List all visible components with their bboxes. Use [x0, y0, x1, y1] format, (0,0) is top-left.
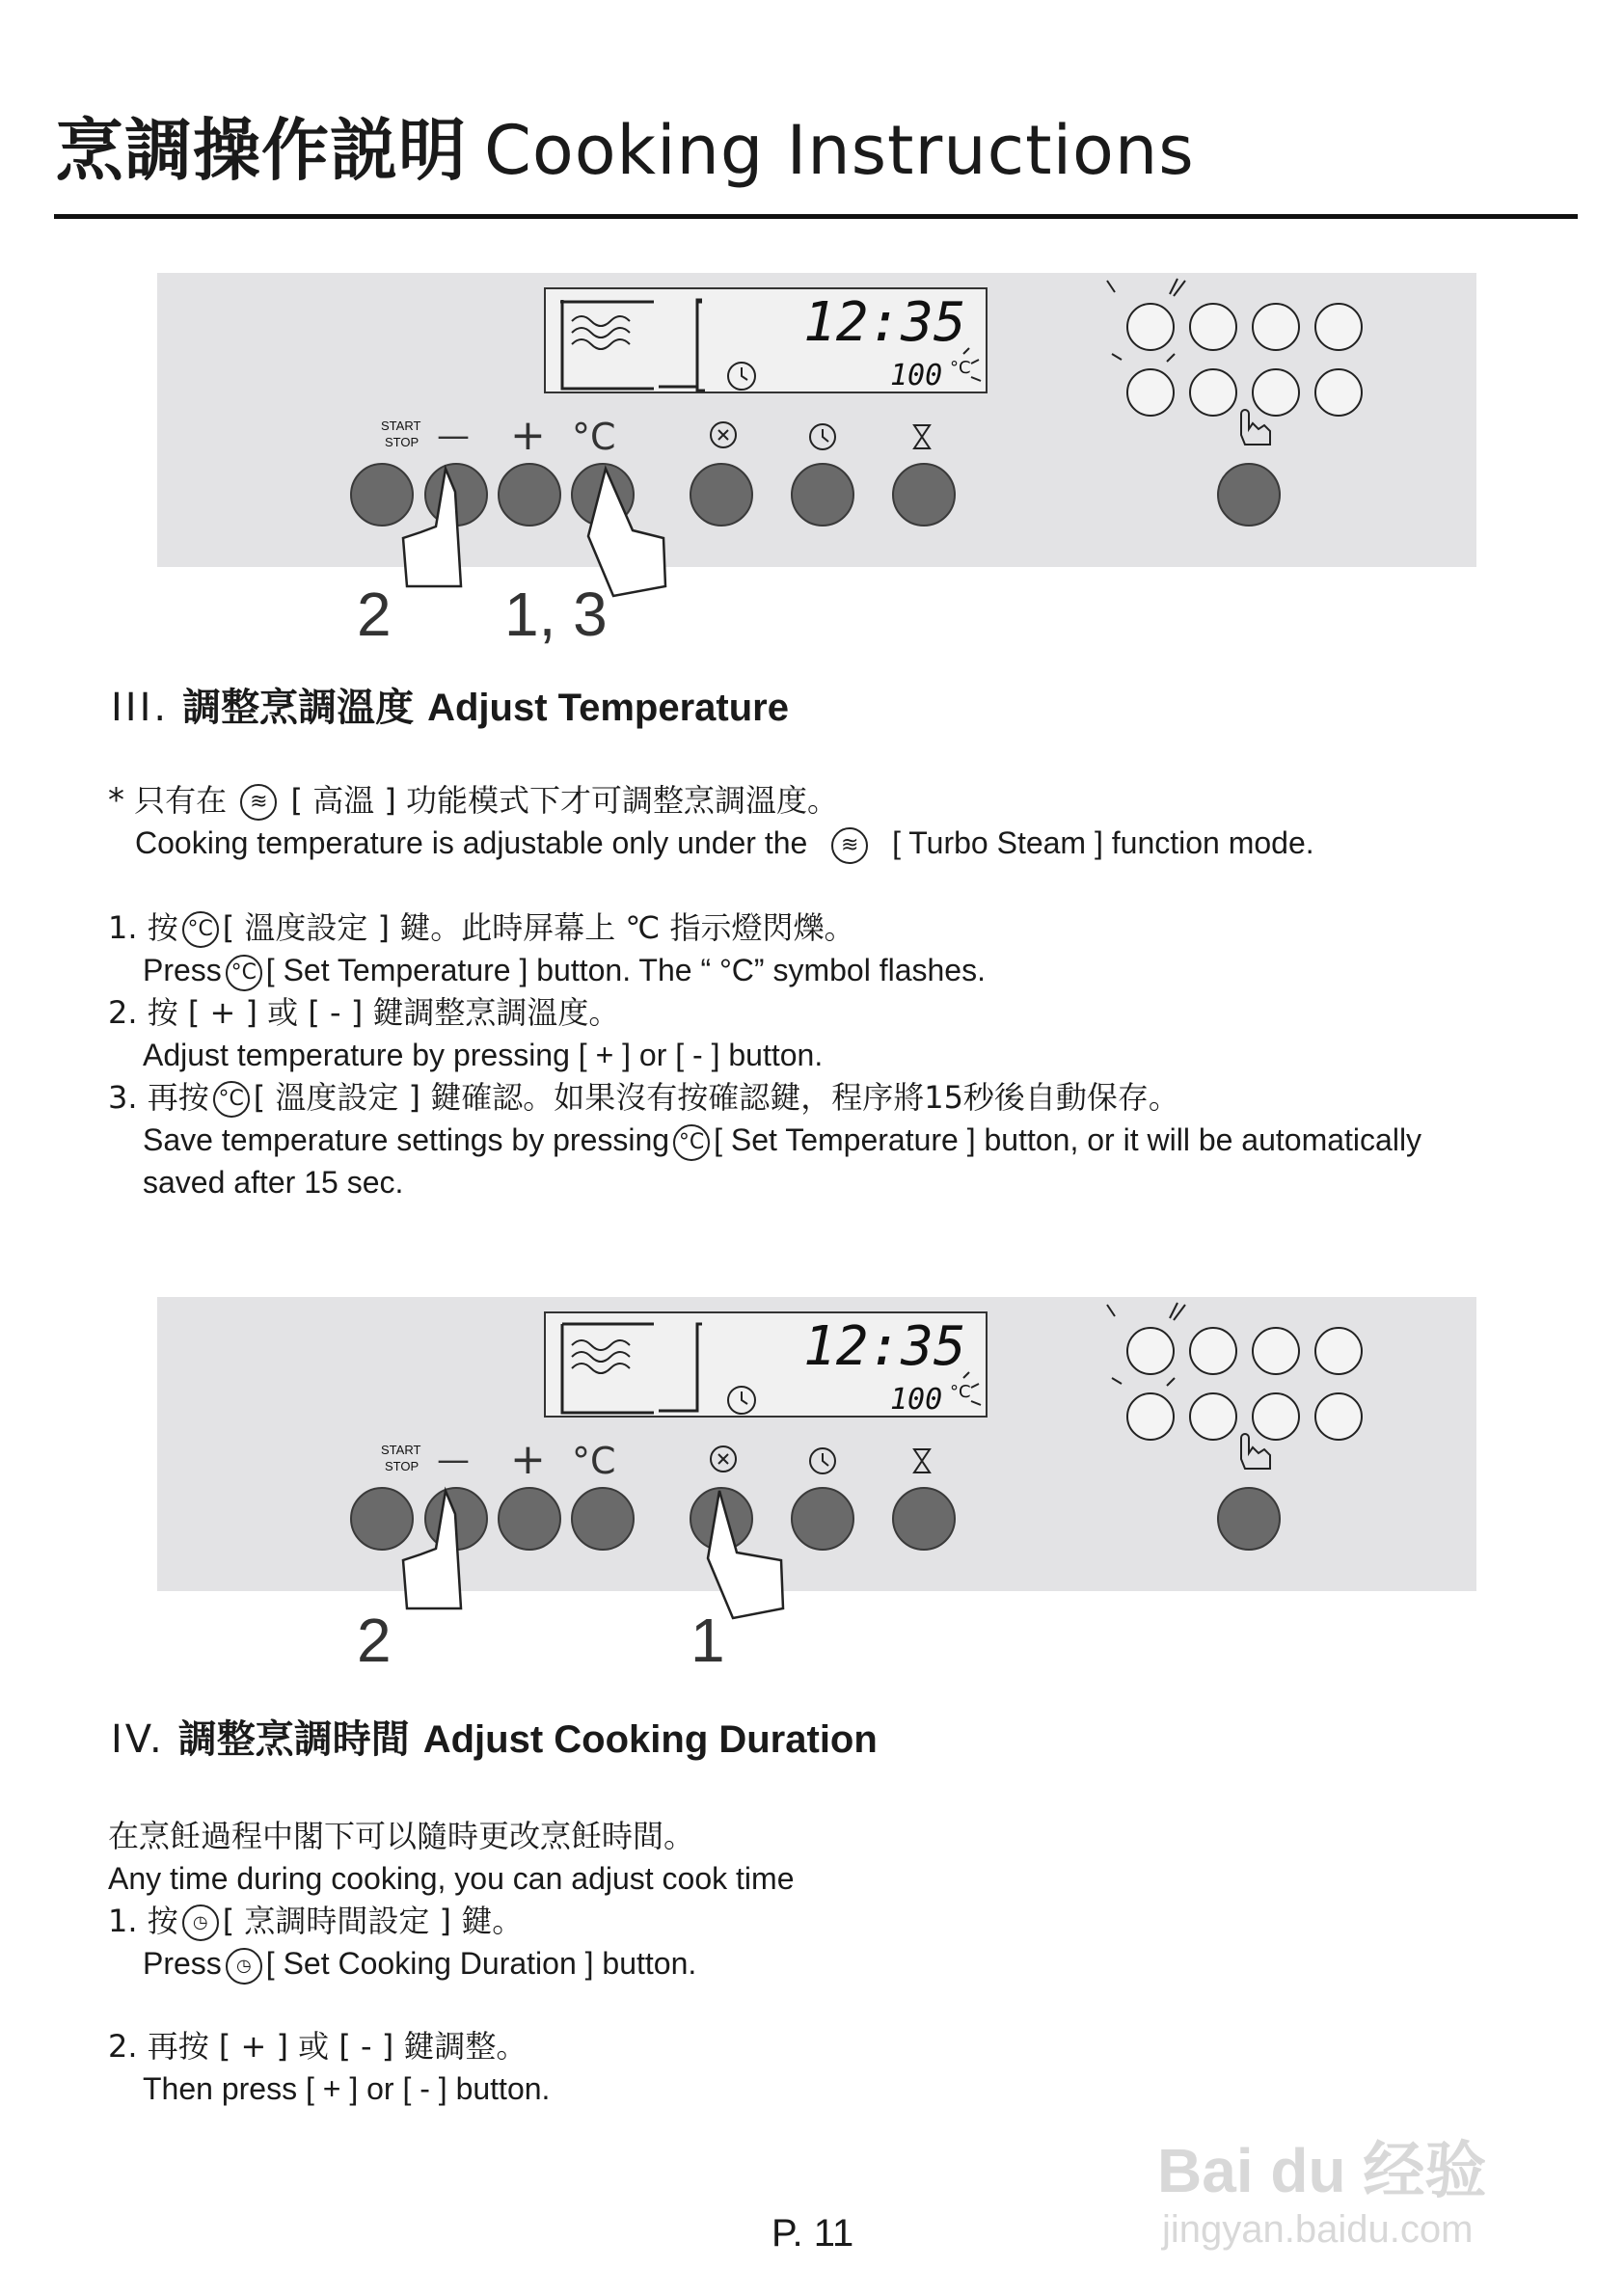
intro-en: Any time during cooking, you can adjust cook time [108, 1861, 795, 1896]
note-star: * [108, 781, 124, 820]
clock-icon: ◷ [226, 1948, 262, 1985]
control-panel-diagram-1 [157, 273, 1476, 567]
page-title-zh: 烹調操作説明 [56, 111, 467, 190]
celsius-icon: °C [226, 955, 262, 991]
display-time: 12:35 [803, 1315, 966, 1378]
hourglass-button[interactable] [893, 1488, 955, 1550]
minus-label: — [437, 1441, 470, 1479]
pointer-hand-icon [1241, 410, 1270, 445]
celsius-icon: °C [182, 911, 219, 948]
control-panel-svg-2 [157, 1297, 1476, 1591]
section-3-heading [111, 677, 789, 732]
step-3-zh: 3. 再按 °C [ 溫度設定 ] 鍵確認。如果沒有按確認鍵，程序將15秒後自動保存。 [108, 1079, 1179, 1116]
pointer-hand-icon [1241, 1434, 1270, 1469]
page-title [56, 96, 1195, 194]
step-1-zh: 1. 按 °C [ 溫度設定 ] 鍵。此時屏幕上 ℃ 指示燈閃爍。 [108, 909, 855, 946]
minus-label: — [437, 417, 470, 455]
pointing-hands-2 [386, 1485, 810, 1659]
display-temp: 100 [890, 359, 943, 392]
step-3-en-line2: saved after 15 sec. [143, 1165, 404, 1200]
steam-icon: ≋ [831, 827, 868, 864]
step-1-en: Press °C [ Set Temperature ] button. The “ °C” symbol flashes. [143, 949, 986, 991]
section-4-roman: IV. [111, 1717, 165, 1762]
step-3-en: Save temperature settings by pressing °C [ Set Temperature ] button, or it will be automatically [143, 1119, 1421, 1161]
section-4-heading-zh: 調整烹調時間 [177, 1717, 410, 1762]
note-en: Cooking temperature is adjustable only under the ≋ [ Turbo Steam ] function mode. [135, 822, 1314, 864]
hand-icon [403, 1491, 461, 1608]
hourglass-icon [914, 425, 930, 448]
watermark-brand: Bai du 经验 [1157, 2136, 1487, 2205]
step-2-zh: 2. 按 [ + ] 或 [ - ] 鍵調整烹調溫度。 [108, 994, 620, 1031]
section-3-heading-en: Adjust Temperature [427, 687, 789, 729]
s4-step-1-en: Press ◷ [ Set Cooking Duration ] button. [143, 1942, 696, 1985]
celsius-icon: °C [673, 1124, 710, 1161]
plus-label: + [510, 1435, 546, 1484]
section-4-heading [111, 1709, 878, 1764]
page-title-en: Cooking Instructions [484, 111, 1195, 190]
s4-step-2-zh: 2. 再按 [ + ] 或 [ - ] 鍵調整。 [108, 2028, 528, 2065]
note-zh: * 只有在 ≋ [ 高溫 ] 功能模式下才可調整烹調溫度。 [108, 781, 839, 820]
plus-label: + [510, 411, 546, 460]
svg-text:STOP: STOP [385, 435, 420, 449]
display-time: 12:35 [803, 291, 966, 354]
celsius-label: °C [572, 1440, 616, 1482]
section-3-roman: III. [111, 686, 170, 730]
start-stop-label: START [381, 1443, 421, 1457]
title-divider [54, 214, 1578, 219]
function-icons [1127, 1328, 1362, 1440]
function-select-button[interactable] [1218, 464, 1280, 526]
hand-icon [708, 1491, 783, 1618]
hand-icon [403, 469, 461, 586]
celsius-icon: °C [213, 1081, 250, 1118]
hand-icon [588, 469, 665, 596]
timer-button[interactable] [792, 464, 853, 526]
display-temp-unit: °C [950, 358, 971, 378]
s4-step-1-zh: 1. 按 ◷ [ 烹調時間設定 ] 鍵。 [108, 1903, 524, 1939]
step-label-1-3: 1, 3 [504, 580, 608, 649]
control-panel-diagram-2 [157, 1297, 1476, 1591]
step-label-1: 1 [690, 1606, 725, 1675]
step-2-en: Adjust temperature by pressing [ + ] or [ - ] button. [143, 1038, 824, 1072]
celsius-label: °C [572, 416, 616, 458]
clock-icon: ◷ [182, 1904, 219, 1941]
watermark-url: jingyan.baidu.com [1162, 2208, 1474, 2251]
display-temp: 100 [890, 1383, 943, 1417]
display-temp-unit: °C [950, 1382, 971, 1402]
page-number: P. 11 [771, 2212, 854, 2255]
s4-step-2-en: Then press [ + ] or [ - ] button. [143, 2071, 551, 2106]
control-panel-svg-1 [157, 273, 1476, 567]
section-4-heading-en: Adjust Cooking Duration [422, 1718, 878, 1761]
hourglass-button[interactable] [893, 464, 955, 526]
function-select-button[interactable] [1218, 1488, 1280, 1550]
section-3-heading-zh: 調整烹調溫度 [182, 686, 415, 730]
step-label-2: 2 [357, 580, 392, 649]
svg-text:STOP: STOP [385, 1459, 420, 1473]
step-label-2: 2 [357, 1606, 392, 1675]
steam-icon: ≋ [240, 784, 277, 821]
start-stop-label: START [381, 419, 421, 433]
intro-zh: 在烹飪過程中閣下可以隨時更改烹飪時間。 [108, 1818, 695, 1854]
function-icons [1127, 304, 1362, 416]
hourglass-icon [914, 1449, 930, 1472]
